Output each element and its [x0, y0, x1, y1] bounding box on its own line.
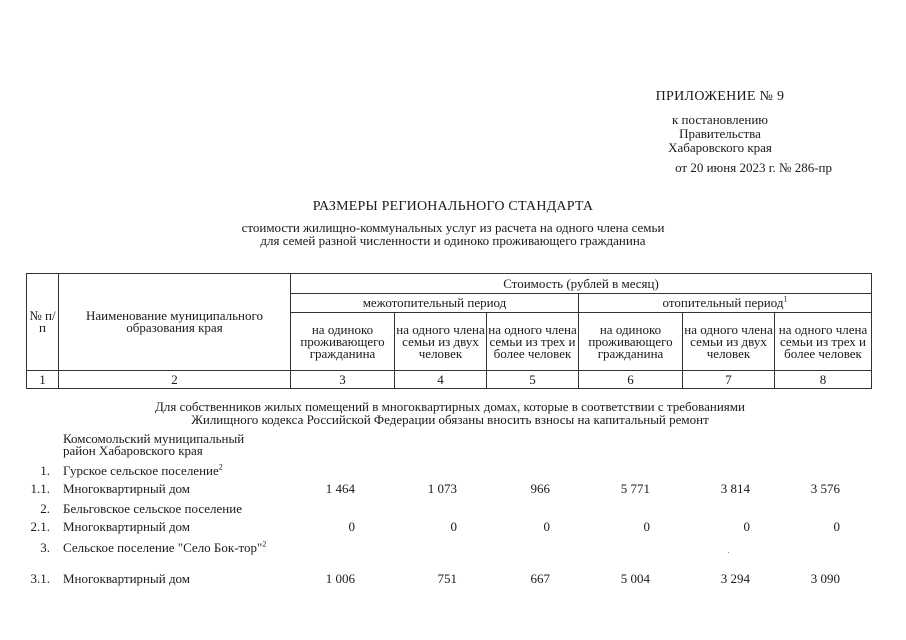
row-number: 3.1. [30, 571, 50, 586]
column-number: 3 [291, 371, 395, 389]
cost-value: 667 [530, 571, 550, 586]
row-name [63, 483, 293, 495]
row-number: 1.1. [30, 481, 50, 496]
column-number: 6 [579, 371, 683, 389]
column-number: 7 [683, 371, 775, 389]
cost-value: 966 [530, 481, 550, 496]
cost-value: 1 006 [325, 571, 355, 586]
cost-value: 3 294 [720, 571, 750, 586]
header-cost: Стоимость (рублей в месяц) [291, 274, 872, 294]
section-note-line: Жилищного кодекса Российской Федерации обязаны вносить взносы на капитальный ремонт [191, 412, 709, 427]
cost-value: 751 [437, 571, 457, 586]
appendix-line: Правительства [679, 126, 761, 141]
appendix-block [560, 90, 880, 175]
header-sub: на одиноко проживающего гражданина [291, 313, 395, 371]
header-no: № п/п [27, 274, 59, 371]
row-name [63, 521, 293, 533]
column-number: 2 [59, 371, 291, 389]
cost-value: 0 [643, 519, 650, 534]
header-sub: на одного члена семьи из трех и более человек [775, 313, 872, 371]
header-period-heating [579, 294, 872, 313]
row-name-text: Многоквартирный дом [63, 481, 191, 496]
header-sub: на одного члена семьи из двух человек [683, 313, 775, 371]
footnote-mark: 2 [262, 539, 267, 549]
header-sub: на одиноко проживающего гражданина [579, 313, 683, 371]
row-name-text: Гурское сельское поселение [63, 463, 219, 478]
header-period-offseason: межотопительный период [291, 294, 579, 313]
column-number: 4 [395, 371, 487, 389]
cost-table-header [26, 273, 872, 389]
row-name [63, 462, 293, 478]
header-sub: на одного члена семьи из двух человек [395, 313, 487, 371]
footnote-mark: 2 [218, 462, 223, 472]
cost-value: 5 771 [620, 481, 650, 496]
cost-value: 5 004 [620, 571, 650, 586]
document-subtitle [0, 221, 906, 247]
cost-value: 0 [833, 519, 840, 534]
row-name-text: Многоквартирный дом [63, 519, 191, 534]
row-name [63, 573, 293, 585]
cost-value: 3 090 [810, 571, 840, 586]
appendix-line: к постановлению [671, 112, 769, 127]
appendix-heading: ПРИЛОЖЕНИЕ № 9 [655, 89, 785, 104]
header-name: Наименование муниципального образования края [59, 274, 291, 371]
document-title: РАЗМЕРЫ РЕГИОНАЛЬНОГО СТАНДАРТА [312, 199, 594, 214]
row-name [63, 539, 278, 555]
subtitle-line: стоимости жилищно-коммунальных услуг из расчета на одного члена семьи [241, 220, 665, 235]
cost-value: 1 464 [325, 481, 355, 496]
column-number: 1 [27, 371, 59, 389]
row-number: 2. [40, 501, 50, 516]
row-name [63, 433, 278, 457]
appendix-date: от 20 июня 2023 г. № 286-пр [675, 160, 832, 175]
section-note-line: Для собственников жилых помещений в многоквартирных домах, которые в соответствии с требованиями [155, 399, 745, 414]
cost-value: 0 [450, 519, 457, 534]
footnote-mark: 1 [783, 294, 788, 304]
row-name-text: Комсомольский муниципальный район Хабаровского края [63, 431, 245, 458]
period-heating-label: отопительный период [662, 295, 784, 310]
section-note [100, 400, 800, 426]
scan-speck [728, 552, 729, 553]
cost-value: 0 [348, 519, 355, 534]
cost-value: 3 576 [810, 481, 840, 496]
row-name [63, 503, 293, 515]
row-number: 1. [40, 463, 50, 478]
column-number: 8 [775, 371, 872, 389]
column-number: 5 [487, 371, 579, 389]
row-name-text: Сельское поселение "Село Бок-тор" [63, 540, 263, 555]
header-sub: на одного члена семьи из трех и более человек [487, 313, 579, 371]
cost-value: 0 [743, 519, 750, 534]
row-name-text: Бельговское сельское поселение [63, 501, 242, 516]
row-name-text: Многоквартирный дом [63, 571, 191, 586]
cost-value: 0 [543, 519, 550, 534]
row-number: 3. [40, 540, 50, 555]
subtitle-line: для семей разной численности и одиноко проживающего гражданина [260, 233, 646, 248]
cost-value: 3 814 [720, 481, 750, 496]
row-number: 2.1. [30, 519, 50, 534]
cost-value: 1 073 [427, 481, 457, 496]
appendix-line: Хабаровского края [668, 140, 772, 155]
